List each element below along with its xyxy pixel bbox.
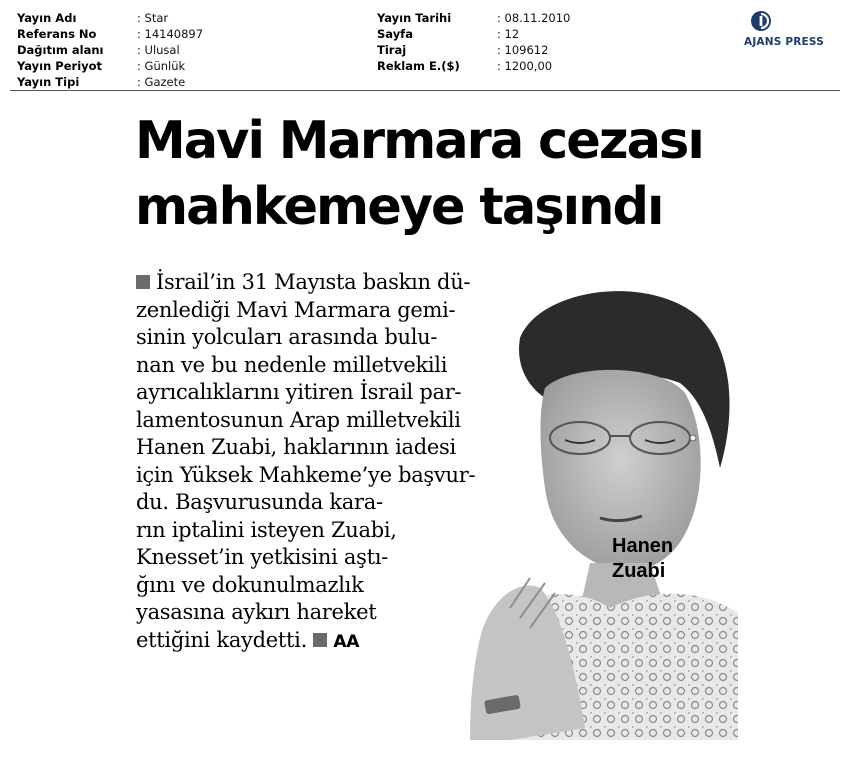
meta-value: : 14140897	[137, 27, 204, 41]
meta-value: : 109612	[497, 43, 549, 57]
meta-label: Referans No	[17, 27, 97, 41]
meta-label: Yayın Tarihi	[377, 11, 452, 25]
photo-hanen-zuabi	[450, 278, 738, 740]
caption-line: Zuabi	[612, 560, 666, 582]
publication-meta-right	[377, 10, 570, 74]
publication-meta-left	[17, 10, 203, 90]
body-line: Knesset’in yetkisini aştı-	[136, 545, 388, 569]
meta-row	[377, 58, 570, 74]
meta-label: Yayın Tipi	[17, 75, 80, 89]
article-body	[136, 269, 475, 656]
ajans-press-logo-icon	[750, 10, 772, 32]
meta-value: : Star	[137, 11, 169, 25]
meta-value: : Gazete	[137, 75, 186, 89]
square-bullet-icon	[313, 633, 327, 647]
meta-label: Yayın Adı	[17, 11, 77, 25]
body-line-text: ettiğini kaydetti.	[136, 627, 307, 652]
news-agency-credit: AA	[333, 631, 360, 652]
ajans-press-logo	[744, 10, 840, 50]
body-line: Hanen Zuabi, haklarının iadesi	[136, 435, 456, 459]
meta-row	[377, 10, 570, 26]
headline-line: mahkemeye taşındı	[135, 177, 663, 237]
meta-row	[17, 58, 203, 74]
meta-label: Sayfa	[377, 27, 413, 41]
body-line: lamentosunun Arap milletvekili	[136, 407, 461, 432]
body-line: ayrıcalıklarını yitiren İsrail par-	[136, 380, 462, 404]
body-line: sinin yolcuları arasında bulu-	[136, 325, 438, 349]
headline	[135, 108, 762, 240]
body-line: ğını ve dokunulmazlık	[136, 572, 364, 597]
caption-line: Hanen	[612, 535, 674, 557]
meta-value: : Ulusal	[137, 43, 180, 57]
body-line: yasasına aykırı hareket	[136, 600, 377, 624]
body-line	[136, 269, 475, 297]
meta-row	[17, 74, 203, 90]
meta-row	[377, 42, 570, 58]
photo-caption	[612, 534, 673, 584]
logo-text: AJANS PRESS	[744, 36, 824, 48]
meta-row	[17, 26, 203, 42]
header-divider	[10, 90, 840, 91]
meta-label: Tiraj	[377, 43, 407, 57]
body-line: du. Başvurusunda kara-	[136, 490, 383, 514]
body-line: zenlediği Mavi Marmara gemi-	[136, 297, 456, 322]
meta-label: Dağıtım alanı	[17, 43, 104, 57]
meta-value: : 12	[497, 27, 520, 41]
meta-row	[17, 10, 203, 26]
meta-value: : Günlük	[137, 59, 186, 73]
body-line-text: İsrail’in 31 Mayısta baskın dü-	[156, 270, 471, 294]
meta-row	[17, 42, 203, 58]
body-line: rın iptalini isteyen Zuabi,	[136, 517, 397, 542]
meta-value: : 08.11.2010	[497, 11, 571, 25]
headline-line: Mavi Marmara cezası	[135, 111, 703, 171]
meta-label: Yayın Periyot	[17, 59, 103, 73]
body-line: için Yüksek Mahkeme’ye başvur-	[136, 462, 476, 487]
meta-label: Reklam E.($)	[377, 59, 460, 73]
body-line: nan ve bu nedenle milletvekili	[136, 352, 448, 377]
body-line	[136, 627, 475, 657]
meta-row	[377, 26, 570, 42]
meta-value: : 1200,00	[497, 59, 553, 73]
square-bullet-icon	[136, 275, 150, 289]
